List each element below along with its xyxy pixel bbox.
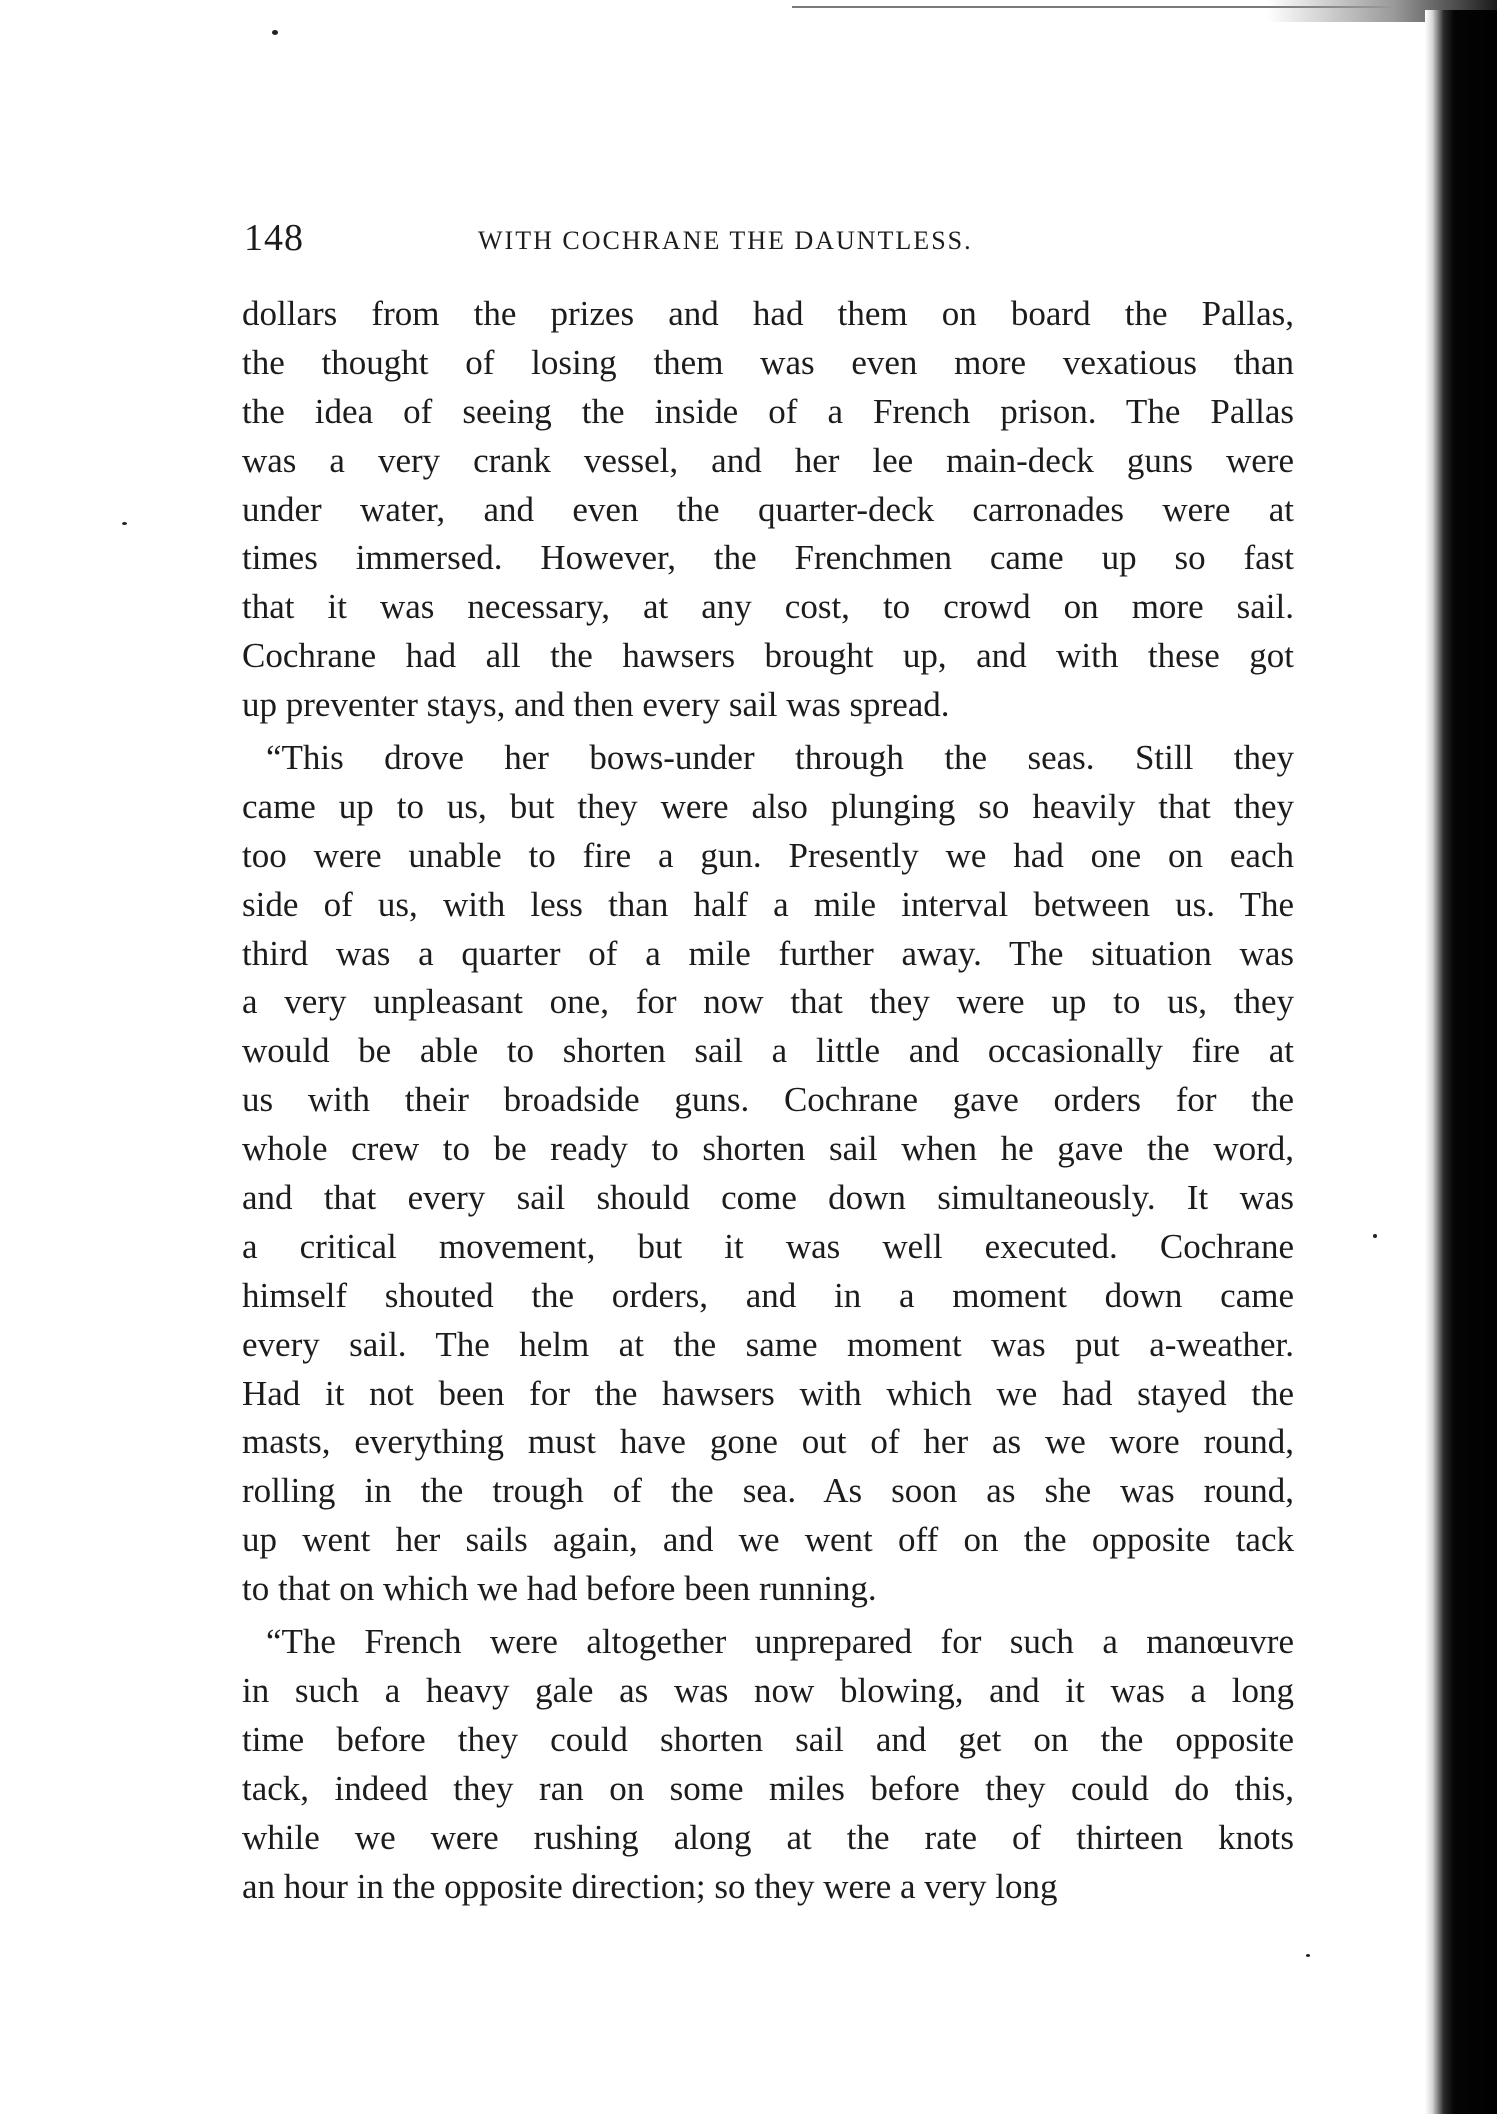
text-line: under water, and even the quarter-deck carronades were at (242, 489, 1294, 529)
text-line: us with their broadside guns. Cochrane gave orders for the (242, 1080, 1294, 1120)
text-line: “The French were altogether unprepared for such a manœuvre (266, 1622, 1294, 1662)
text-line: tack, indeed they ran on some miles before they could do this, (242, 1768, 1294, 1808)
scan-speck (1306, 1954, 1310, 1957)
text-line: third was a quarter of a mile further away. The situation was (242, 933, 1294, 973)
text-line: up went her sails again, and we went off on the opposite tack (242, 1520, 1294, 1560)
text-line: that it was necessary, at any cost, to crowd on more sail. (242, 587, 1294, 627)
scan-speck (122, 522, 127, 525)
scan-speck (1373, 1234, 1377, 1238)
text-line: every sail. The helm at the same moment was put a-weather. (242, 1324, 1294, 1364)
text-line: Cochrane had all the hawsers brought up, and with these got (242, 636, 1294, 676)
text-line: while we were rushing along at the rate of thirteen knots (242, 1817, 1294, 1857)
page-header (244, 216, 1284, 276)
text-line: “This drove her bows-under through the seas. Still they (266, 738, 1294, 778)
text-line: the idea of seeing the inside of a French prison. The Pallas (242, 391, 1294, 431)
paragraph (242, 1618, 1294, 1911)
text-line: came up to us, but they were also plunging so heavily that they (242, 786, 1294, 826)
body-text (242, 290, 1294, 1911)
text-line: and that every sail should come down simultaneously. It was (242, 1178, 1294, 1218)
text-line: masts, everything must have gone out of her as we wore round, (242, 1422, 1294, 1462)
text-line: an hour in the opposite direction; so they were a very long (242, 1866, 1058, 1906)
text-line: a critical movement, but it was well executed. Cochrane (242, 1226, 1294, 1266)
text-line: side of us, with less than half a mile interval between us. The (242, 884, 1294, 924)
text-line: Had it not been for the hawsers with which we had stayed the (242, 1373, 1294, 1413)
text-line: rolling in the trough of the sea. As soon as she was round, (242, 1471, 1294, 1511)
paragraph (242, 290, 1294, 730)
spine-shadow (1425, 10, 1497, 2114)
text-line: time before they could shorten sail and get on the opposite (242, 1719, 1294, 1759)
paragraph (242, 734, 1294, 1614)
page-number: 148 (244, 217, 304, 259)
text-line: a very unpleasant one, for now that they were up to us, they (242, 982, 1294, 1022)
text-line: whole crew to be ready to shorten sail when he gave the word, (242, 1129, 1294, 1169)
scan-speck (272, 30, 278, 35)
text-line: up preventer stays, and then every sail was spread. (242, 685, 950, 725)
text-line: the thought of losing them was even more vexatious than (242, 342, 1294, 382)
text-line: would be able to shorten sail a little and occasionally fire at (242, 1031, 1294, 1071)
text-line: dollars from the prizes and had them on board the Pallas, (242, 294, 1294, 333)
text-line: was a very crank vessel, and her lee main-deck guns were (242, 440, 1294, 480)
text-line: himself shouted the orders, and in a moment down came (242, 1275, 1294, 1315)
text-line: too were unable to fire a gun. Presently we had one on each (242, 835, 1294, 875)
text-line: to that on which we had before been running. (242, 1569, 877, 1609)
running-title: WITH COCHRANE THE DAUNTLESS. (478, 226, 973, 255)
text-line: in such a heavy gale as was now blowing, and it was a long (242, 1670, 1294, 1710)
text-line: times immersed. However, the Frenchmen came up so fast (242, 538, 1294, 578)
